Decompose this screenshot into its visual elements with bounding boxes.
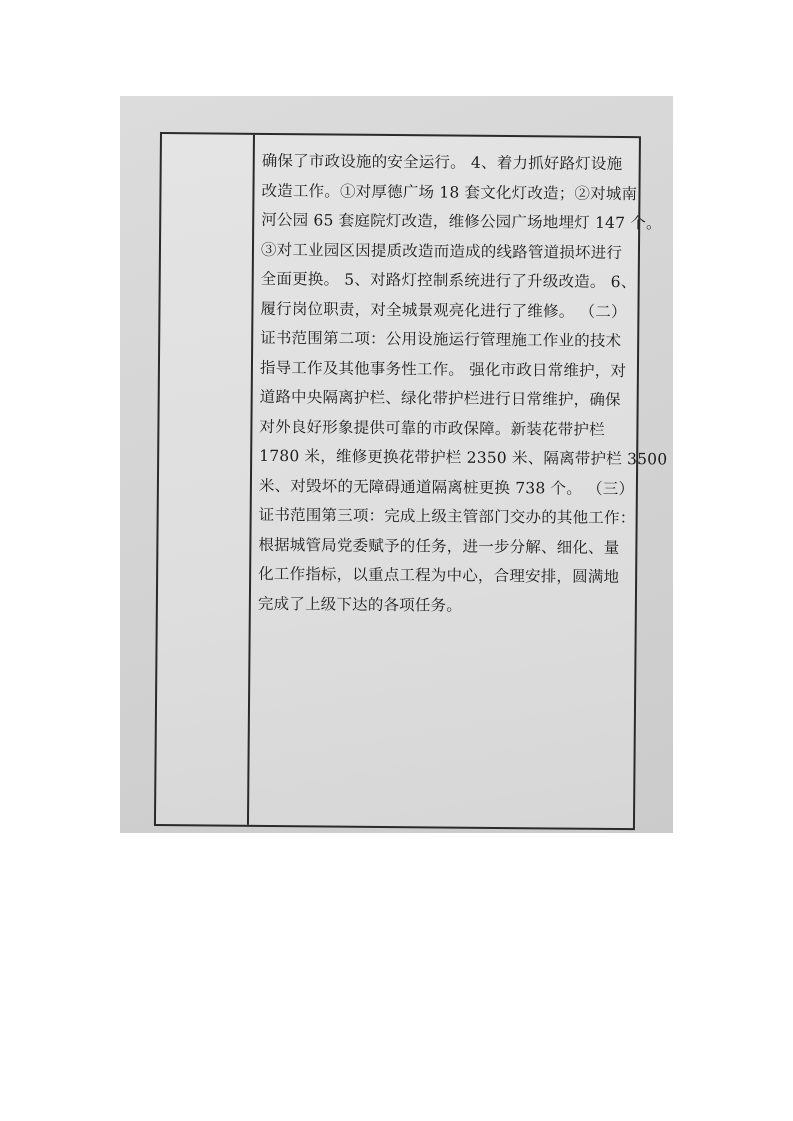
text-line: 米、对毁坏的无障碍通道隔离桩更换 738 个。 （三） (258, 476, 635, 498)
text-line: 改造工作。①对厚德广场 18 套文化灯改造；②对城南 (261, 181, 638, 203)
text-line: 确保了市政设施的安全运行。 4、着力抓好路灯设施 (261, 151, 623, 174)
text-line: 化工作指标，以重点工程为中心，合理安排，圆满地 (258, 564, 620, 587)
form-table (154, 132, 668, 830)
text-line: 1780 米，维修更换花带护栏 2350 米、隔离带护栏 3500 (259, 446, 668, 469)
text-line: 对外良好形象提供可靠的市政保障。新装花带护栏 (259, 417, 605, 439)
text-line: 完成了上级下达的各项任务。 (257, 594, 463, 615)
table-left-column (156, 134, 255, 825)
text-line: 证书范围第二项：公用设施运行管理施工作业的技术 (260, 328, 622, 351)
text-line: 履行岗位职责，对全城景观亮化进行了维修。 （二） (260, 299, 627, 321)
text-line: 指导工作及其他事务性工作。 强化市政日常维护，对 (259, 358, 627, 380)
text-line: ③对工业园区因提质改造而造成的线路管道损坏进行 (260, 240, 623, 262)
table-text-cell (257, 147, 668, 622)
text-line: 根据城管局党委赋予的任务，进一步分解、细化、量 (258, 535, 620, 557)
text-line: 全面更换。 5、对路灯控制系统进行了升级改造。 6、 (260, 269, 637, 292)
text-line: 道路中央隔离护栏、绿化带护栏进行日常维护，确保 (259, 387, 621, 410)
document-photo (120, 96, 673, 833)
text-line: 河公园 65 套庭院灯改造，维修公园广场地埋灯 147 个。 (261, 210, 662, 233)
text-line: 证书范围第三项：完成上级主管部门交办的其他工作： (258, 505, 636, 528)
